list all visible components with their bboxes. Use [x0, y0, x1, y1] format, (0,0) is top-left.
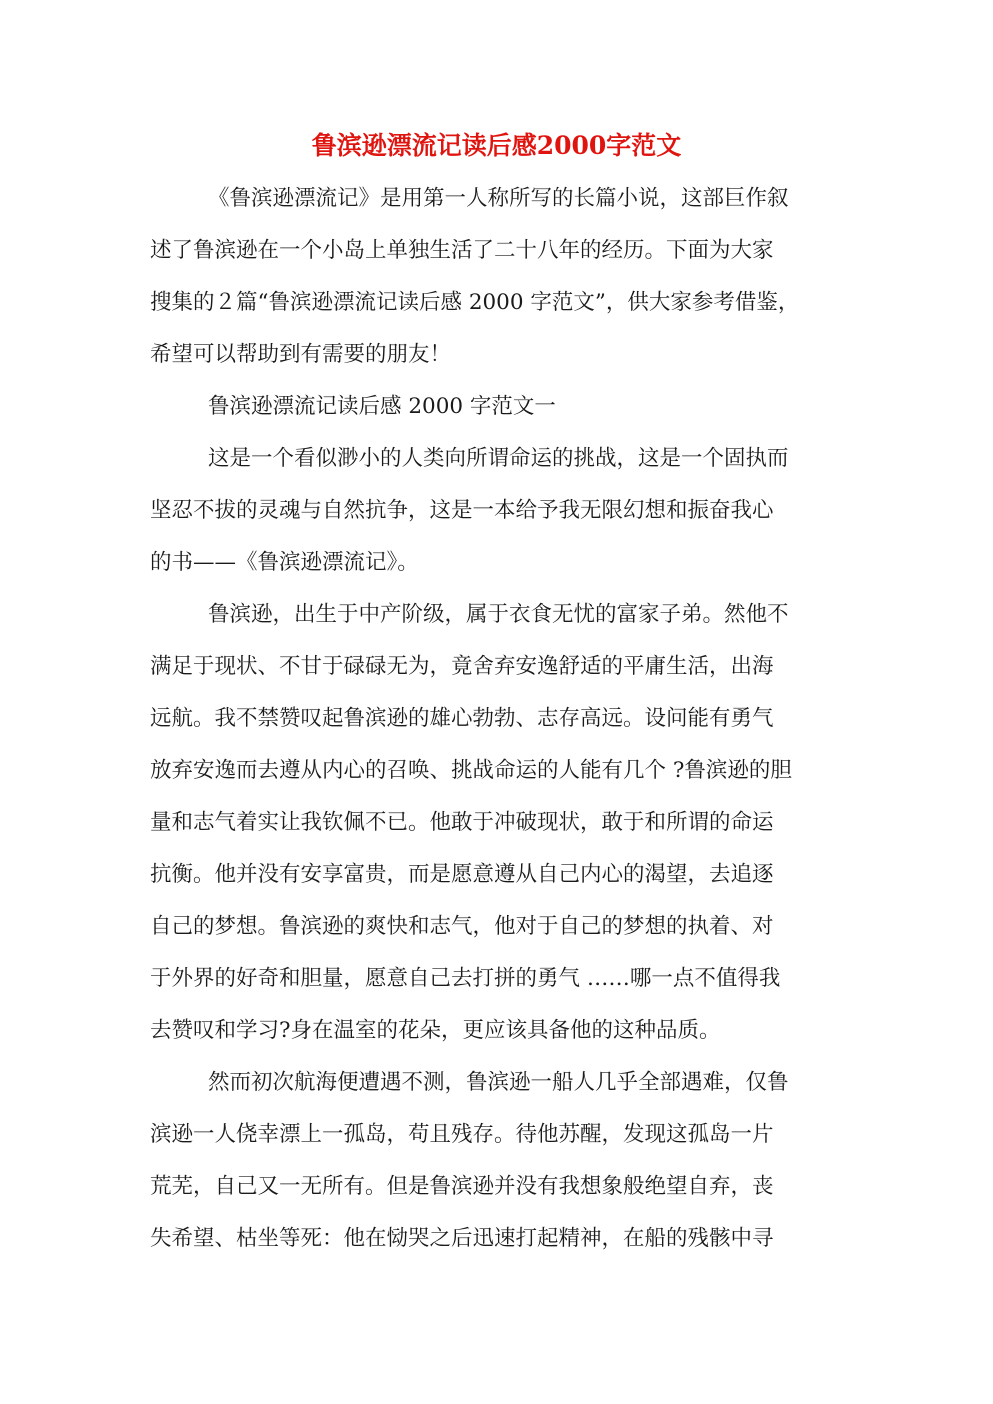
text-line: 放弃安逸而去遵从内心的召唤、挑战命运的人能有几个 ?鲁滨逊的胆 — [150, 758, 792, 783]
section-heading: 鲁滨逊漂流记读后感 2000 字范文一 — [208, 394, 556, 419]
text-line: 然而初次航海便遭遇不测，鲁滨逊一船人几乎全部遇难，仅鲁 — [208, 1070, 789, 1095]
text-line: 滨逊一人侥幸漂上一孤岛，苟且残存。待他苏醒，发现这孤岛一片 — [150, 1122, 774, 1147]
text-line: 量和志气着实让我钦佩不已。他敢于冲破现状，敢于和所谓的命运 — [150, 810, 774, 835]
text-line: 于外界的好奇和胆量，愿意自己去打拼的勇气 ……哪一点不值得我 — [150, 966, 781, 991]
text-line: 这是一个看似渺小的人类向所谓命运的挑战，这是一个固执而 — [208, 446, 789, 471]
text-line: 远航。我不禁赞叹起鲁滨逊的雄心勃勃、志存高远。设问能有勇气 — [150, 706, 774, 731]
text-line: 鲁滨逊，出生于中产阶级，属于衣食无忧的富家子弟。然他不 — [208, 602, 789, 627]
text-line: 抗衡。他并没有安享富贵，而是愿意遵从自己内心的渴望，去追逐 — [150, 862, 774, 887]
text-line: 自己的梦想。鲁滨逊的爽快和志气，他对于自己的梦想的执着、对 — [150, 914, 774, 939]
text-line: 满足于现状、不甘于碌碌无为，竟舍弃安逸舒适的平庸生活，出海 — [150, 654, 774, 679]
text-line: 荒芜，自己又一无所有。但是鲁滨逊并没有我想象般绝望自弃，丧 — [150, 1174, 774, 1199]
text-line: 去赞叹和学习?身在温室的花朵，更应该具备他的这种品质。 — [150, 1018, 721, 1043]
text-line: 坚忍不拔的灵魂与自然抗争，这是一本给予我无限幻想和振奋我心 — [150, 498, 774, 523]
text-line: 的书——《鲁滨逊漂流记》。 — [150, 550, 419, 575]
text-line: 希望可以帮助到有需要的朋友！ — [150, 342, 452, 367]
text-line: 搜集的２篇“鲁滨逊漂流记读后感 2000 字范文”，供大家参考借鉴， — [150, 290, 800, 315]
text-line: 失希望、枯坐等死：他在恸哭之后迅速打起精神，在船的残骸中寻 — [150, 1226, 774, 1251]
text-line: 《鲁滨逊漂流记》是用第一人称所写的长篇小说，这部巨作叙 — [208, 186, 789, 211]
text-line: 述了鲁滨逊在一个小岛上单独生活了二十八年的经历。下面为大家 — [150, 238, 774, 263]
document-title: 鲁滨逊漂流记读后感2000字范文 — [311, 131, 682, 160]
